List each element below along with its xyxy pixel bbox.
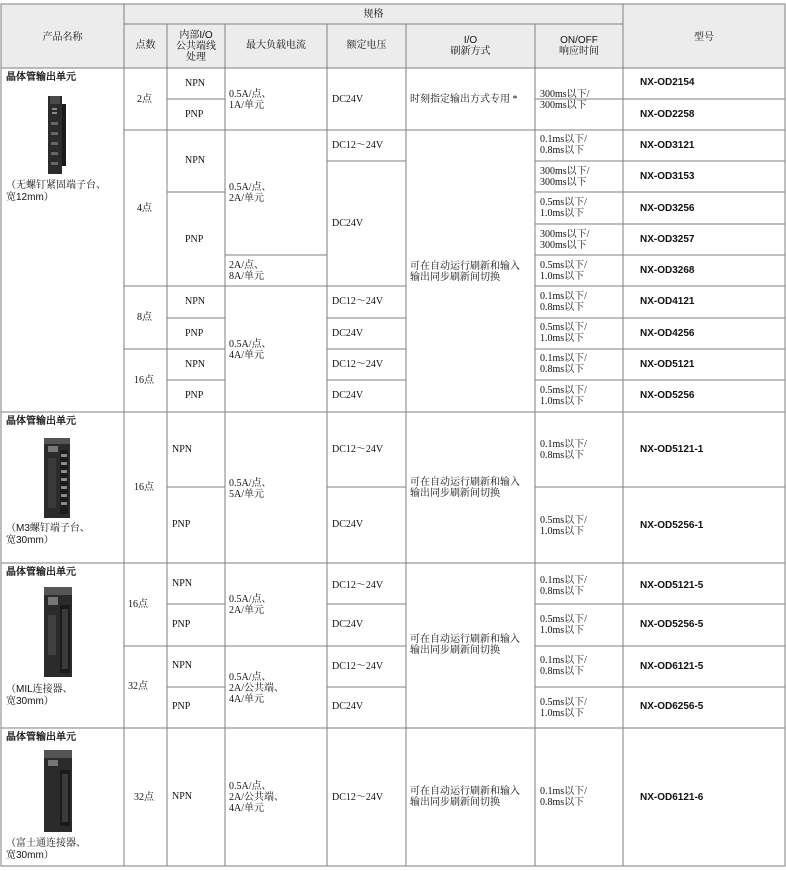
io-cell: NPN xyxy=(172,660,193,671)
response-cell: 0.1ms以下/ 0.8ms以下 xyxy=(540,353,587,375)
load-cell: 0.5A/点、 2A/单元 xyxy=(229,182,272,204)
response-cell: 0.5ms以下/ 1.0ms以下 xyxy=(540,260,587,282)
model-cell: NX-OD3268 xyxy=(640,265,695,276)
points-cell: 32点 xyxy=(134,792,154,803)
voltage-cell: DC12～24V xyxy=(332,296,384,307)
voltage-cell: DC12～24V xyxy=(332,444,384,455)
refresh-cell: 可在自动运行刷新和输入 输出同步刷新间切换 xyxy=(410,261,520,283)
group-title: 晶体管输出单元 xyxy=(6,72,76,83)
points-cell: 16点 xyxy=(128,599,148,610)
response-cell: 0.5ms以下/ 1.0ms以下 xyxy=(540,322,587,344)
load-cell: 0.5A/点、 1A/单元 xyxy=(229,89,272,111)
header-rated-voltage: 额定电压 xyxy=(346,40,387,51)
voltage-cell: DC12～24V xyxy=(332,580,384,591)
model-cell: NX-OD2258 xyxy=(640,109,695,120)
header-spec: 规格 xyxy=(363,9,384,20)
load-cell: 0.5A/点、 2A/公共端、 4A/单元 xyxy=(229,672,284,705)
load-cell: 0.5A/点、 5A/单元 xyxy=(229,478,272,500)
load-cell: 0.5A/点、 4A/单元 xyxy=(229,339,272,361)
response-cell: 0.5ms以下/ 1.0ms以下 xyxy=(540,697,587,719)
model-cell: NX-OD3121 xyxy=(640,140,695,151)
header-points: 点数 xyxy=(135,40,156,51)
io-cell: PNP xyxy=(185,390,204,401)
group-caption: （MIL连接器、 宽30mm） xyxy=(6,684,73,707)
header-io-refresh: I/O 刷新方式 xyxy=(450,35,491,57)
refresh-cell: 可在自动运行刷新和输入 输出同步刷新间切换 xyxy=(410,477,520,499)
io-cell: PNP xyxy=(185,109,204,120)
group-caption: （M3螺钉端子台、 宽30mm） xyxy=(6,523,90,546)
model-cell: NX-OD3153 xyxy=(640,171,695,182)
io-cell: PNP xyxy=(172,519,191,530)
voltage-cell: DC12～24V xyxy=(332,140,384,151)
io-cell: NPN xyxy=(185,296,206,307)
group-caption: （无螺钉紧固端子台、 宽12mm） xyxy=(6,180,106,203)
header-internal-io: 内部I/O 公共端线 处理 xyxy=(176,30,216,63)
io-cell: NPN xyxy=(185,78,206,89)
model-cell: NX-OD5121-1 xyxy=(640,444,704,455)
io-cell: NPN xyxy=(172,578,193,589)
voltage-cell: DC24V xyxy=(332,328,364,339)
model-cell: NX-OD2154 xyxy=(640,77,695,88)
response-cell: 0.1ms以下/ 0.8ms以下 xyxy=(540,575,587,597)
io-cell: PNP xyxy=(172,701,191,712)
fujitsu-connector-module-icon xyxy=(38,748,78,834)
group-title: 晶体管输出单元 xyxy=(6,567,76,578)
model-cell: NX-OD4256 xyxy=(640,328,695,339)
io-cell: PNP xyxy=(185,328,204,339)
points-cell: 16点 xyxy=(134,375,154,386)
voltage-cell: DC24V xyxy=(332,701,364,712)
points-cell: 4点 xyxy=(137,203,152,214)
screw-terminal-module-icon xyxy=(40,436,76,520)
model-cell: NX-OD6121-5 xyxy=(640,661,704,672)
mil-connector-module-icon xyxy=(38,585,78,681)
response-cell: 0.5ms以下/ 1.0ms以下 xyxy=(540,197,587,219)
refresh-cell: 可在自动运行刷新和输入 输出同步刷新间切换 xyxy=(410,786,520,808)
response-cell: 0.1ms以下/ 0.8ms以下 xyxy=(540,786,587,808)
voltage-cell: DC24V xyxy=(332,619,364,630)
voltage-cell: DC12～24V xyxy=(332,359,384,370)
refresh-cell: 时刻指定输出方式专用 * xyxy=(410,94,518,105)
model-cell: NX-OD5256-5 xyxy=(640,619,704,630)
model-cell: NX-OD5256 xyxy=(640,390,695,401)
response-cell: 0.1ms以下/ 0.8ms以下 xyxy=(540,291,587,313)
response-cell: 0.1ms以下/ 0.8ms以下 xyxy=(540,655,587,677)
response-cell: 0.5ms以下/ 1.0ms以下 xyxy=(540,515,587,537)
io-cell: NPN xyxy=(172,444,193,455)
response-cell: 300ms以下/ 300ms以下 xyxy=(540,89,590,111)
model-cell: NX-OD3257 xyxy=(640,234,695,245)
model-cell: NX-OD5256-1 xyxy=(640,520,704,531)
io-cell: NPN xyxy=(185,155,206,166)
voltage-cell: DC24V xyxy=(332,519,364,530)
model-cell: NX-OD6121-6 xyxy=(640,792,704,803)
group-caption: （富士通连接器、 宽30mm） xyxy=(6,838,86,861)
io-cell: NPN xyxy=(172,791,193,802)
load-cell: 2A/点、 8A/单元 xyxy=(229,260,264,282)
io-cell: NPN xyxy=(185,359,206,370)
points-cell: 2点 xyxy=(137,94,152,105)
model-cell: NX-OD5121-5 xyxy=(640,580,704,591)
load-cell: 0.5A/点、 2A/公共端、 4A/单元 xyxy=(229,781,284,814)
response-cell: 0.5ms以下/ 1.0ms以下 xyxy=(540,614,587,636)
header-model: 型号 xyxy=(694,32,714,43)
group-title: 晶体管输出单元 xyxy=(6,416,76,427)
refresh-cell: 可在自动运行刷新和输入 输出同步刷新间切换 xyxy=(410,634,520,656)
voltage-cell: DC24V xyxy=(332,218,364,229)
group-title: 晶体管输出单元 xyxy=(6,732,76,743)
model-cell: NX-OD6256-5 xyxy=(640,701,704,712)
response-cell: 300ms以下/ 300ms以下 xyxy=(540,229,590,251)
voltage-cell: DC12～24V xyxy=(332,661,384,672)
model-cell: NX-OD5121 xyxy=(640,359,695,370)
model-cell: NX-OD4121 xyxy=(640,296,695,307)
header-product-name: 产品名称 xyxy=(42,32,83,43)
header-max-load: 最大负载电流 xyxy=(246,40,306,51)
model-cell: NX-OD3256 xyxy=(640,203,695,214)
response-cell: 0.1ms以下/ 0.8ms以下 xyxy=(540,134,587,156)
points-cell: 32点 xyxy=(128,681,148,692)
slim-module-icon xyxy=(44,94,68,176)
voltage-cell: DC12～24V xyxy=(332,792,384,803)
voltage-cell: DC24V xyxy=(332,390,364,401)
io-cell: PNP xyxy=(172,619,191,630)
voltage-cell: DC24V xyxy=(332,94,364,105)
io-cell: PNP xyxy=(185,234,204,245)
points-cell: 16点 xyxy=(134,482,154,493)
response-cell: 0.5ms以下/ 1.0ms以下 xyxy=(540,385,587,407)
response-cell: 300ms以下/ 300ms以下 xyxy=(540,166,590,188)
header-onoff: ON/OFF 响应时间 xyxy=(559,35,599,57)
points-cell: 8点 xyxy=(137,312,152,323)
load-cell: 0.5A/点、 2A/单元 xyxy=(229,594,272,616)
response-cell: 0.1ms以下/ 0.8ms以下 xyxy=(540,439,587,461)
